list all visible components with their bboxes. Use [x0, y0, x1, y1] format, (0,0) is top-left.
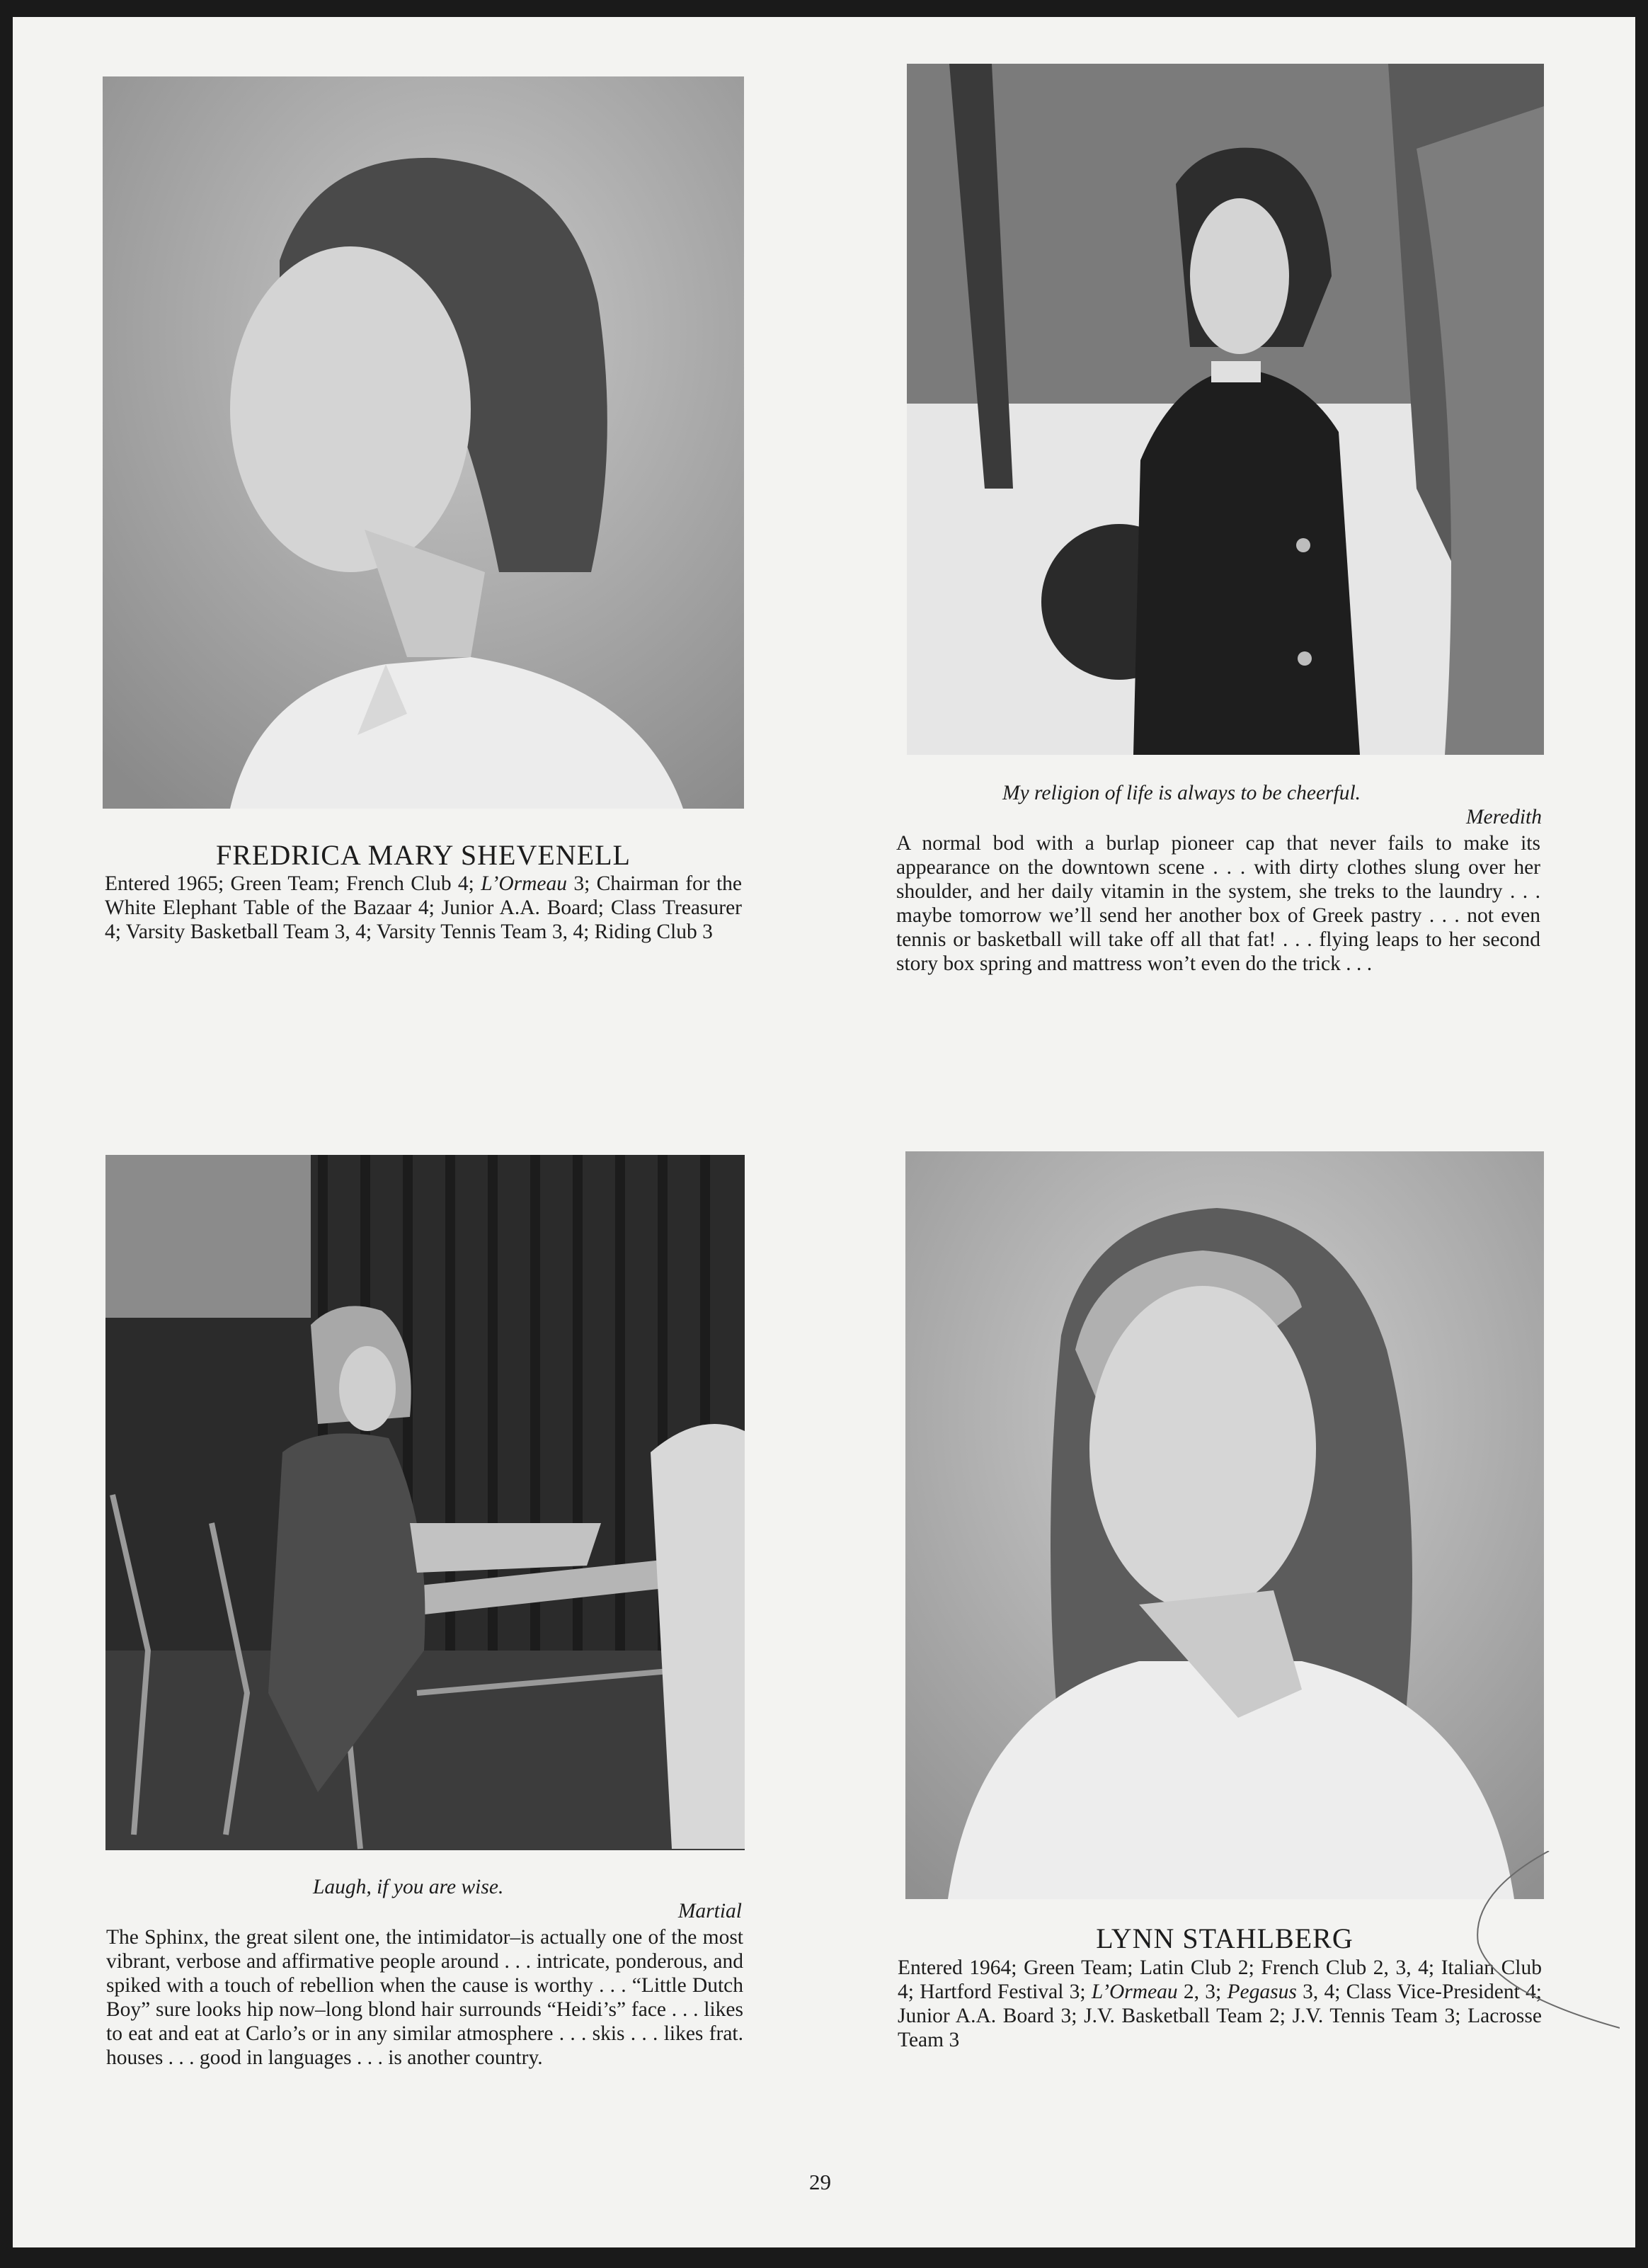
activities-publication: L’Ormeau [1091, 1981, 1178, 2003]
page-number: 29 [809, 2170, 831, 2194]
quote-author: Martial [677, 1900, 742, 1922]
activities-text: Entered 1965; Green Team; French Club 4; [105, 872, 481, 895]
activities-publication: Pegasus [1227, 1981, 1297, 2003]
yearbook-page [13, 17, 1635, 2247]
activities-text: 3; Chairman for the White Elephant Table of the Bazaar 4; Junior A.A. Board; Class Treasurer 4; Varsity Basketball Team 3, 4; Varsity Tennis Team 3, 4; Riding Club 3 [105, 872, 742, 943]
student-name: LYNN STAHLBERG [1096, 1922, 1354, 1954]
activities-publication: L’Ormeau [481, 872, 568, 895]
student-name: FREDRICA MARY SHEVENELL [215, 839, 631, 871]
student-activities [105, 872, 742, 944]
profile-quote: My religion of life is always to be cheerful. [1002, 782, 1361, 804]
portrait-photo-shevenell [103, 76, 744, 809]
profile-description: A normal bod with a burlap pioneer cap that never fails to make its appearance on the downtown scene . . . with dirty clothes slung over her shoulder, and her daily vitamin in the system, she treks to the laundry . . . maybe tomorrow we’ll send her another box of Greek pastry . . . not even tennis or basketball will take off all that fat! . . . flying leaps to her second story box spring and mattress won’t even do the trick . . . [896, 832, 1540, 975]
student-activities [898, 1956, 1542, 2052]
profile-quote: Laugh, if you are wise. [313, 1876, 504, 1898]
activities-text: Entered 1964; Green Team; Latin Club 2; French Club 2, 3, 4; Italian Club 4; Hartford Festival 3; [898, 1956, 1542, 2003]
pencil-mark [1471, 1851, 1620, 2035]
activities-text: 3, 4; Class Vice-President 4; Junior A.A. Board 3; J.V. Basketball Team 2; J.V. Tennis Team 3; Lacrosse Team 3 [898, 1981, 1542, 2051]
portrait-photo-stahlberg [905, 1151, 1544, 1899]
quote-author: Meredith [1465, 806, 1542, 828]
outdoor-winter-photo [907, 64, 1544, 755]
activities-text: 2, 3; [1177, 1981, 1228, 2003]
profile-description: The Sphinx, the great silent one, the intimidator–is actually one of the most vibrant, verbose and affirmative people around . . . intricate, ponderous, and spiked with a touch of rebellion when the cause is worthy . . . “Little Dutch Boy” sure looks hip now–long blond hair surrounds “Heidi’s” face . . . likes to eat and eat at Carlo’s or in any similar atmosphere . . . skis . . . likes frat. houses . . . good in languages . . . is another country. [106, 1926, 743, 2069]
classroom-candid-photo [105, 1155, 745, 1850]
